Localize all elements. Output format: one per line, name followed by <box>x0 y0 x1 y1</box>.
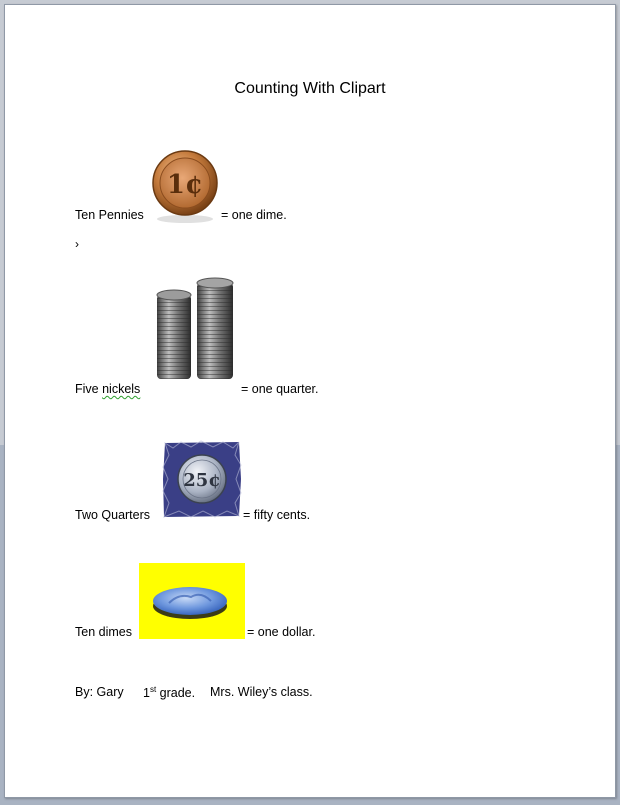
penny-1c-icon <box>151 149 219 227</box>
page-title: Counting With Clipart <box>234 80 386 97</box>
quarter-25c-icon <box>161 439 243 519</box>
byline-teacher: Mrs. Wiley’s class. <box>210 685 313 699</box>
row-pennies-label: Ten Pennies <box>75 208 144 222</box>
row-pennies-result: = one dime. <box>221 208 287 222</box>
row-dimes-result: = one dollar. <box>247 625 316 639</box>
row-quarters-result: = fifty cents. <box>243 508 311 522</box>
row-nickels-label: Five nickels <box>75 382 141 396</box>
spellcheck-word-nickels: nickels <box>102 382 141 396</box>
byline-grade: 1st grade. <box>143 685 196 701</box>
byline-author: By: Gary <box>75 685 124 699</box>
penny-coin-label: 1¢ <box>166 170 204 200</box>
dime-on-yellow-icon <box>139 563 245 639</box>
stray-mark: › <box>75 237 79 251</box>
row-quarters-label: Two Quarters <box>75 508 151 522</box>
coin-stacks-icon <box>149 275 239 385</box>
row-dimes-label: Ten dimes <box>75 625 132 639</box>
quarter-coin-label: 25¢ <box>183 470 221 491</box>
row-nickels-result: = one quarter. <box>241 382 319 396</box>
document-page[interactable] <box>4 4 616 798</box>
